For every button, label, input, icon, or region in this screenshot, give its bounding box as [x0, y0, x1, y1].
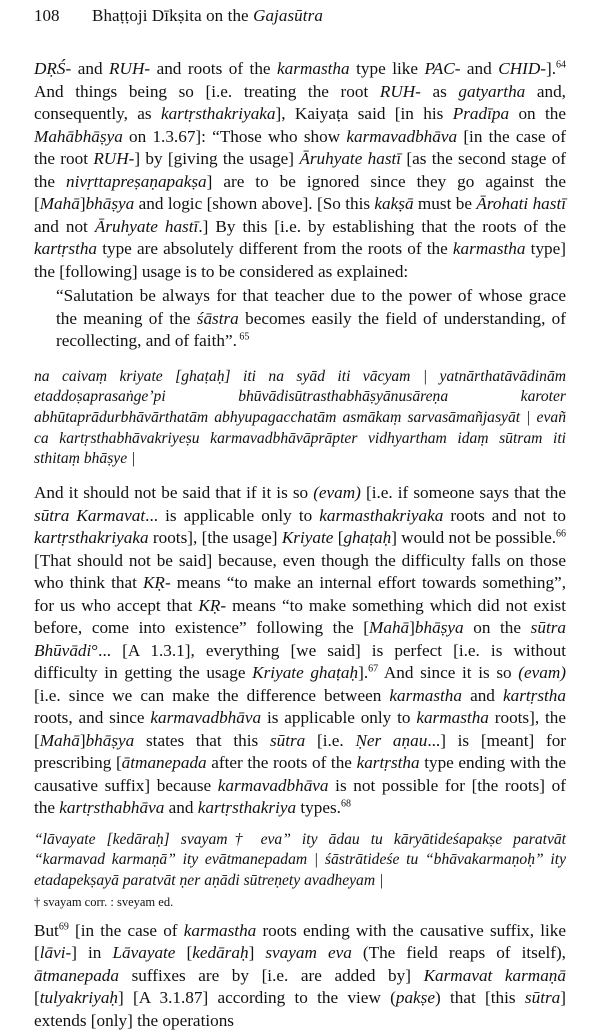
sanskrit-passage-1: na caivaṃ kriyate [ghaṭaḥ] iti na syād iti vācyam | yatnārthatāvādinām etaddoṣaprasaṅge’pi bhūvādisūtrasthabhāṣyānusāreṇa karoter abhūtaprādurbhāvārthatām abhyupagacchatām asmākaṃ sarvasāmañjasyāt | evañ ca kartṛsthabhāvakriyeṣu karmavadbhāvāprāpter vidhyartham idaṃ sūtram iti sthitaṃ bhāṣye | — [34, 367, 566, 468]
text-body — [34, 58, 566, 1032]
paragraph-3: But$^{69}$ [in the case of karmastha roots ending with the causative suffix, like [lāvi-] in Lāvayate [kedāraḥ] svayam eva (The field reaps of itself), ātmanepada suffixes are by [i.e. are added by] Karmavat karmaṇā [tulyakriyaḥ] [A 3.1.87] according to the view (pakṣe) that [this sūtra] extends [only] the operations — [34, 920, 567, 1030]
page-number: 108 — [34, 6, 60, 25]
footnote: † svayam corr. : sveyam ed. — [34, 894, 174, 909]
paragraph-1: DṚŚ- and RUH- and roots of the karmastha type like PAC- and CHID-].$^{64}$ And things being so [i.e. treating the root RUH- as gatyartha and, consequently, as kartṛsthakriyaka], Kaiyaṭa said [in his Pradīpa on the Mahābhāṣya on 1.3.67]: “Those who show karmavadbhāva [in the case of the root RUH-] by [giving the usage] Āruhyate hastī [as the second stage of the nivṛttapreṣaṇapakṣa] are to be ignored since they go against the [Mahā]bhāṣya and logic [shown above]. [So this kakṣā must be Ārohati hastī and not Āruhyate hastī.] By this [i.e. by establishing that the roots of the kartṛstha type are absolutely different from the roots of the karmastha type] the [following] usage is to be considered as explained: — [34, 59, 567, 281]
sanskrit-passage-2: “lāvayate [kedāraḥ] svayam† eva” ity ādau tu kāryātideśapakṣe paratvāt “karmavad karmaṇā” ity evātmanepadam | śāstrātideśe tu “bhāvakarmaṇoḥ” ity etadapekṣayā paratvāt ṇer aṇādi sūtreṇety avadheyam | — [34, 830, 566, 889]
running-title: Bhaṭṭoji Dīkṣita on the Gajasūtra — [92, 6, 323, 25]
page-header — [34, 6, 566, 30]
block-quote: “Salutation be always for that teacher due to the power of whose grace the meaning of the śāstra becomes easily the field of understanding, of recollecting, and of faith”. $^{65}$ — [56, 286, 566, 350]
paragraph-2: And it should not be said that if it is so (evam) [i.e. if someone says that the sūtra Karmavat... is applicable only to karmasthakriyaka roots and not to kartṛsthakriyaka roots], [the usage] Kriyate [ghaṭaḥ] would not be possible.$^{66}$ [That should not be said] because, even though the difficulty falls on those who think that KṚ- means “to make an internal effort towards something”, for us who accept that KṚ- means “to make something which did not exist before, come into existence” following the [Mahā]bhāṣya on the sūtra Bhūvādi°... [A 1.3.1], everything [we said] is perfect [i.e. is without difficulty in getting the usage Kriyate ghaṭaḥ].$^{67}$ And since it is so (evam) [i.e. since we can make the difference between karmastha and kartṛstha roots, and since karmavadbhāva is applicable only to karmastha roots], the [Mahā]bhāṣya states that this sūtra [i.e. Ṇer aṇau...] is [meant] for prescribing [ātmanepada after the roots of the kartṛstha type ending with the causative suffix] because karmavadbhāva is not possible for [the roots] of the kartṛsthabhāva and kartṛsthakriya types.$^{68}$ — [34, 483, 567, 818]
